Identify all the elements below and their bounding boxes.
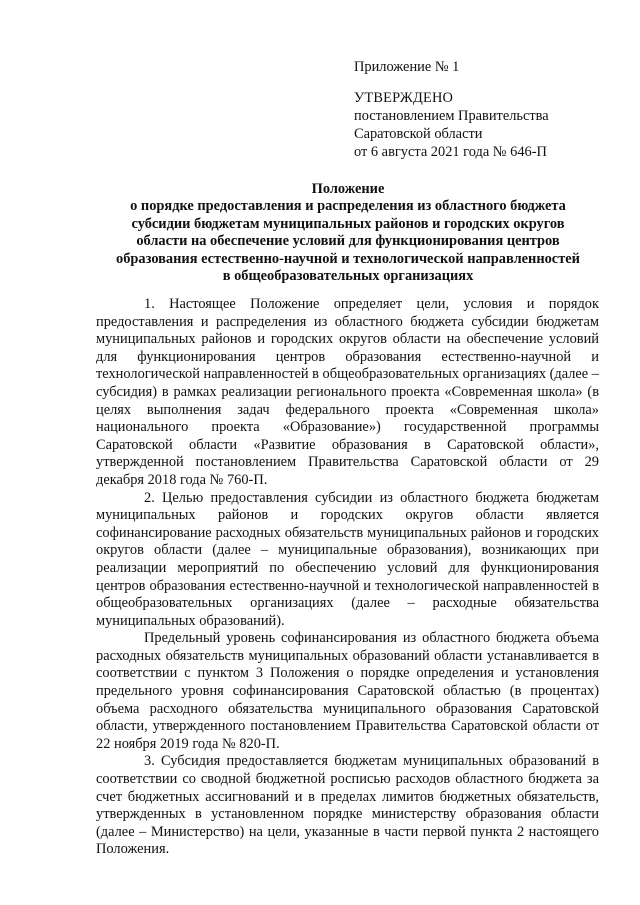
title-line-3: области на обеспечение условий для функционирования центров <box>136 233 560 250</box>
paragraph-2: 2. Целью предоставления субсидии из областного бюджета бюджетам муниципальных районов и городских округов области является софинансирование расходных обязательств муниципальных районов и городских округов области (далее – муниципальные образования), возникающих при реализации мероприятий по обеспечению условий для функционирования центров образования естественно-научной и технологической направленностей в общеобразовательных организациях (далее – расходные обязательства муниципальных образований). <box>96 489 599 629</box>
title-line-4: образования естественно-научной и технологической направленностей <box>116 250 580 267</box>
approval-line-2: Саратовской области <box>354 126 483 142</box>
title-line-2: субсидии бюджетам муниципальных районов и городских округов <box>131 215 565 232</box>
appendix-label: Приложение № 1 <box>354 59 460 75</box>
approval-line-3: от 6 августа 2021 года № 646-П <box>354 144 547 160</box>
paragraph-1: 1. Настоящее Положение определяет цели, условия и порядок предоставления и распределения из областного бюджета субсидии бюджетам муниципальных районов и городских округов области на обеспечение условий для функционирования центров образования естественно-научной и технологической направленностей в общеобразовательных организациях (далее – субсидия) в рамках реализации регионального проекта «Современная школа» (в целях выполнения задач федерального проекта «Современная школа» национального проекта «Образование») государственной программы Саратовской области «Развитие образования в Саратовской области», утвержденной постановлением Правительства Саратовской области от 29 декабря 2018 года № 760-П. <box>96 296 599 488</box>
document-title <box>96 181 600 285</box>
approved-label: УТВЕРЖДЕНО <box>354 90 454 106</box>
title-line-1: о порядке предоставления и распределения из областного бюджета <box>130 198 566 215</box>
approval-line-1: постановлением Правительства <box>354 108 549 124</box>
title-line-5: в общеобразовательных организациях <box>222 268 474 285</box>
paragraph-3: Предельный уровень софинансирования из областного бюджета объема расходных обязательств муниципальных образований области устанавливается в соответствии с пунктом 3 Положения о порядке определения и установления предельного уровня софинансирования Саратовской областью (в процентах) объема расходного обязательства муниципального образования Саратовской области, утвержденного постановлением Правительства Саратовской области от 22 ноября 2019 года № 820-П. <box>96 630 599 752</box>
paragraph-4: 3. Субсидия предоставляется бюджетам муниципальных образований в соответствии со сводной бюджетной росписью расходов областного бюджета за счет бюджетных ассигнований и в пределах лимитов бюджетных обязательств, утвержденных в установленном порядке министерству образования области (далее – Министерство) на цели, указанные в части первой пункта 2 настоящего Положения. <box>96 753 599 858</box>
title-heading: Положение <box>311 181 385 197</box>
approval-block <box>354 58 549 161</box>
document-body <box>96 296 599 859</box>
